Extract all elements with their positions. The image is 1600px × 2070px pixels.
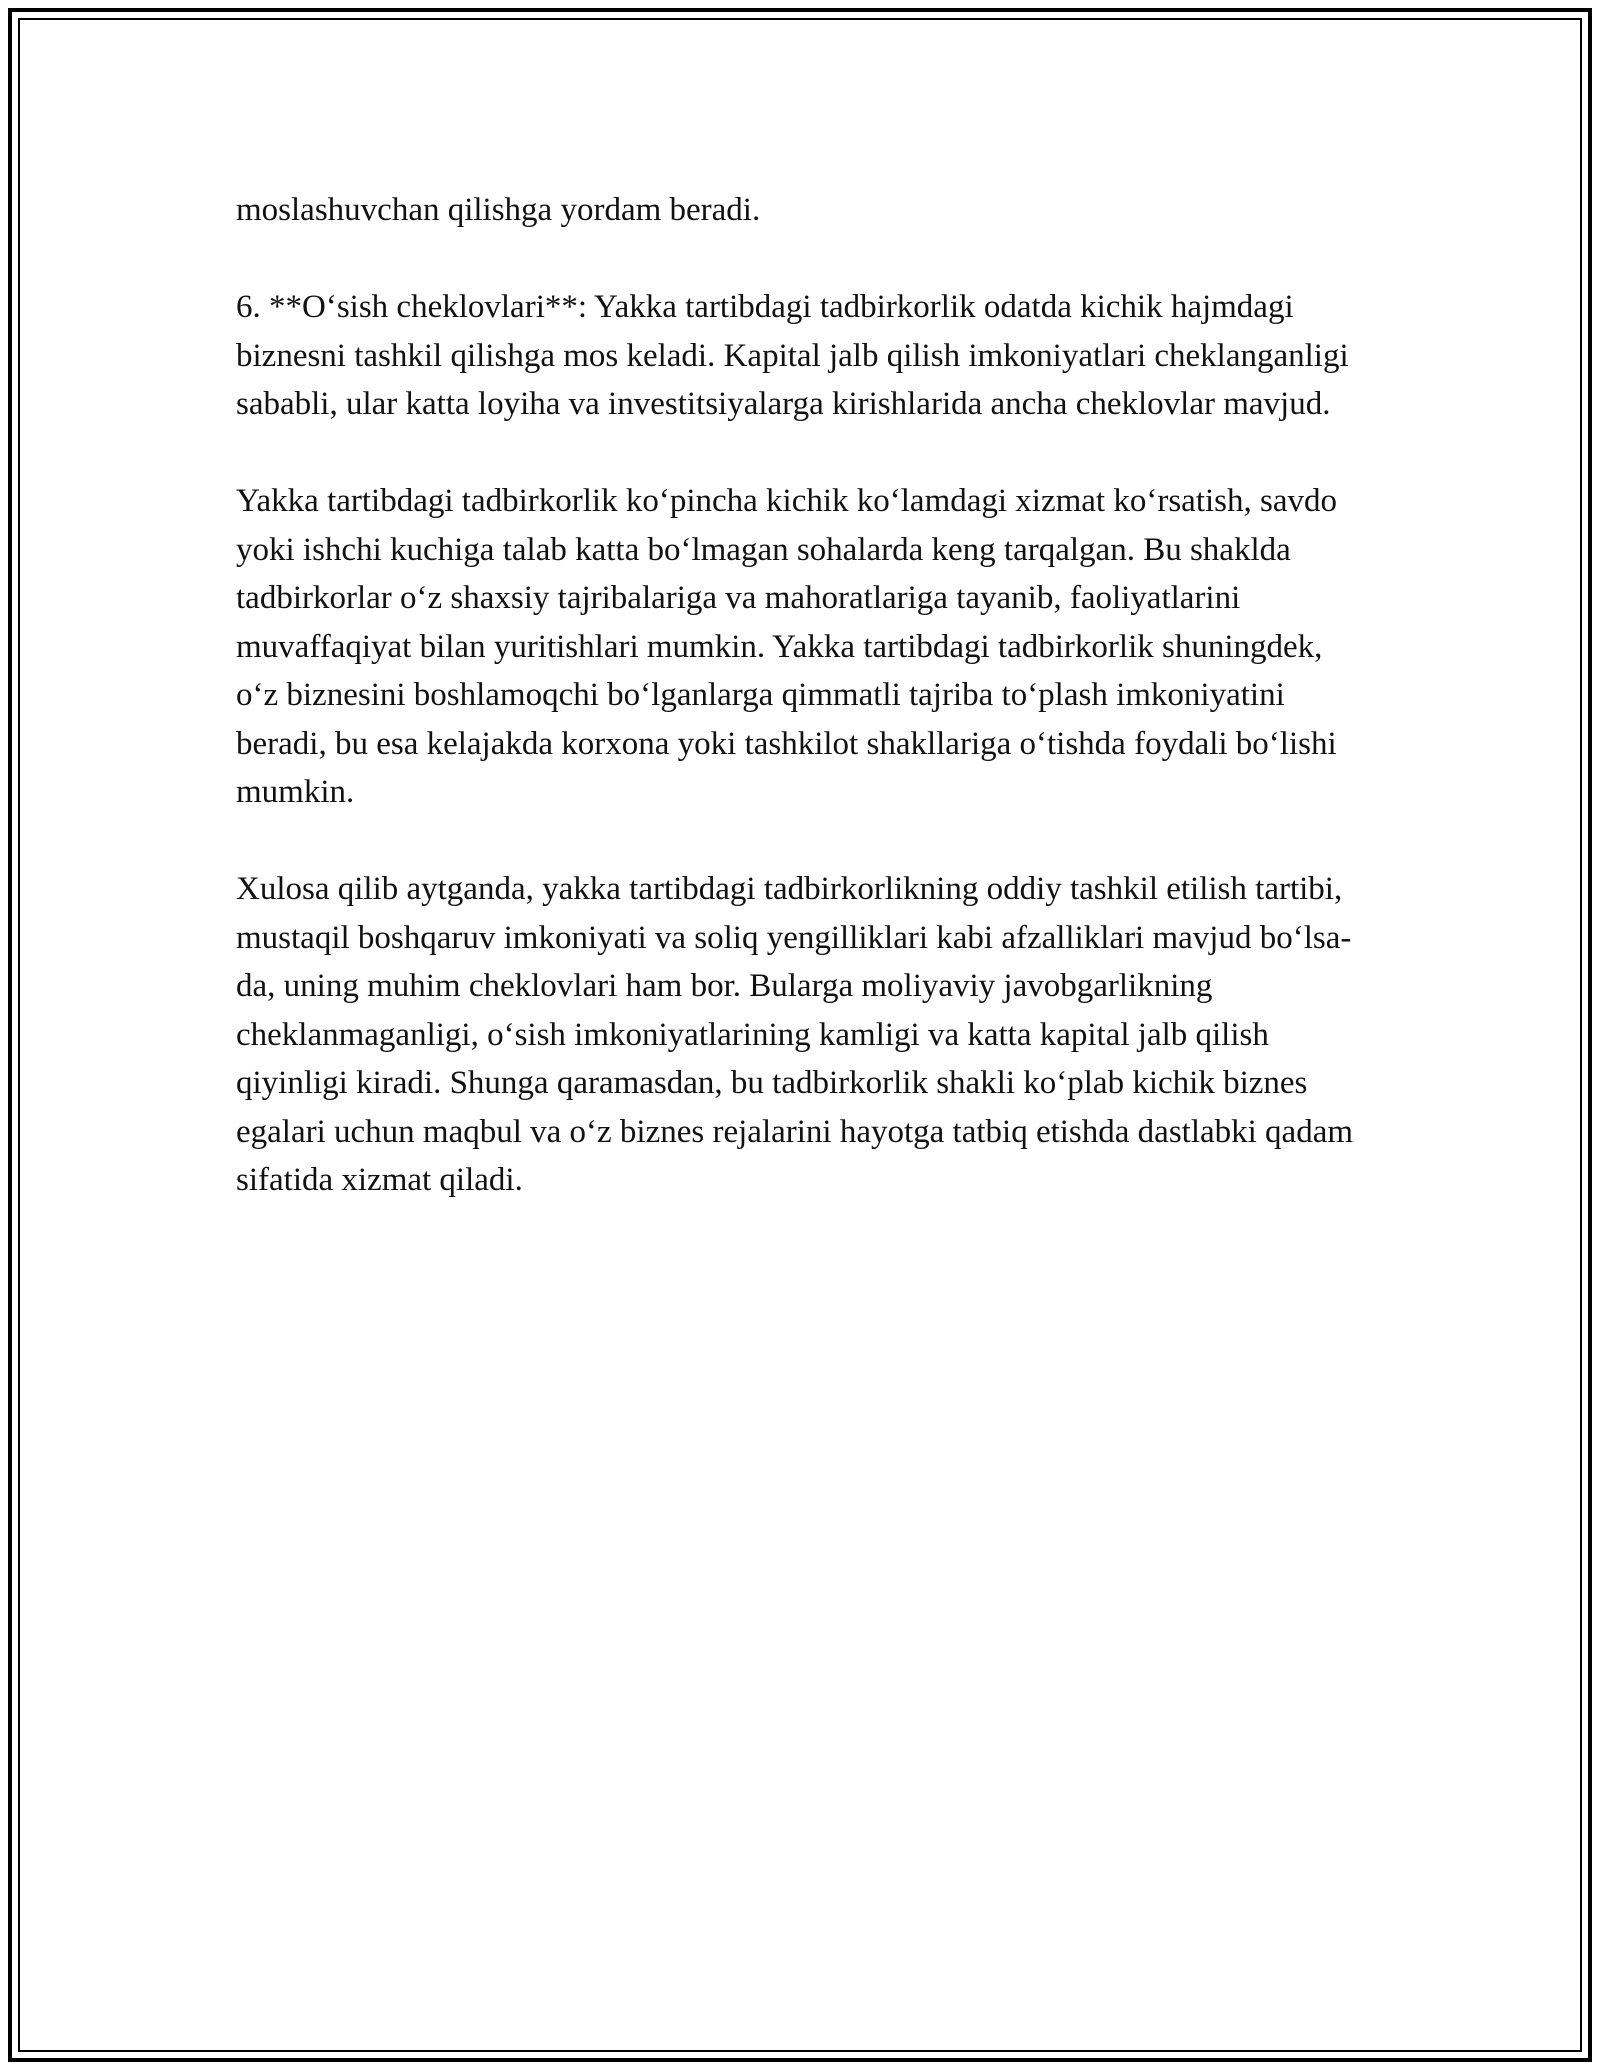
paragraph-sole-proprietorship-usage: Yakka tartibdagi tadbirkorlik ko‘pincha kichik ko‘lamdagi xizmat ko‘rsatish, savdo yoki ishchi kuchiga talab katta bo‘lmagan sohalarda keng tarqalgan. Bu shaklda tadbirkorlar o‘z shaxsiy tajribalariga va mahoratlariga tayanib, faoliyatlarini muvaffaqiyat bilan yuritishlari mumkin. Yakka tartibdagi tadbirkorlik shuningdek, o‘z biznesini boshlamoqchi bo‘lganlarga qimmatli tajriba to‘plash imkoniyatini beradi, bu esa kelajakda korxona yoki tashkilot shakllariga o‘tishda foydali bo‘lishi mumkin. xyxy=(236,483,1337,810)
paragraph-continuation: moslashuvchan qilishga yordam beradi. xyxy=(236,192,761,228)
paragraph-conclusion: Xulosa qilib aytganda, yakka tartibdagi tadbirkorlikning oddiy tashkil etilish tartibi, mustaqil boshqaruv imkoniyati va soliq yengilliklari kabi afzalliklari mavjud bo‘lsa-da, uning muhim cheklovlari ham bor. Bularga moliyaviy javobgarlikning cheklanmaganligi, o‘sish imkoniyatlarining kamligi va katta kapital jalb qilish qiyinligi kiradi. Shunga qaramasdan, bu tadbirkorlik shakli ko‘plab kichik biznes egalari uchun maqbul va o‘z biznes rejalarini hayotga tatbiq etishda dastlabki qadam sifatida xizmat qiladi. xyxy=(236,871,1354,1198)
paragraph-growth-limits: 6. **O‘sish cheklovlari**: Yakka tartibdagi tadbirkorlik odatda kichik hajmdagi biznesni tashkil qilishga mos keladi. Kapital jalb qilish imkoniyatlari cheklanganligi sababli, ular katta loyiha va investitsiyalarga kirishlarida ancha cheklovlar mavjud. xyxy=(236,289,1349,422)
document-body xyxy=(236,186,1366,1253)
